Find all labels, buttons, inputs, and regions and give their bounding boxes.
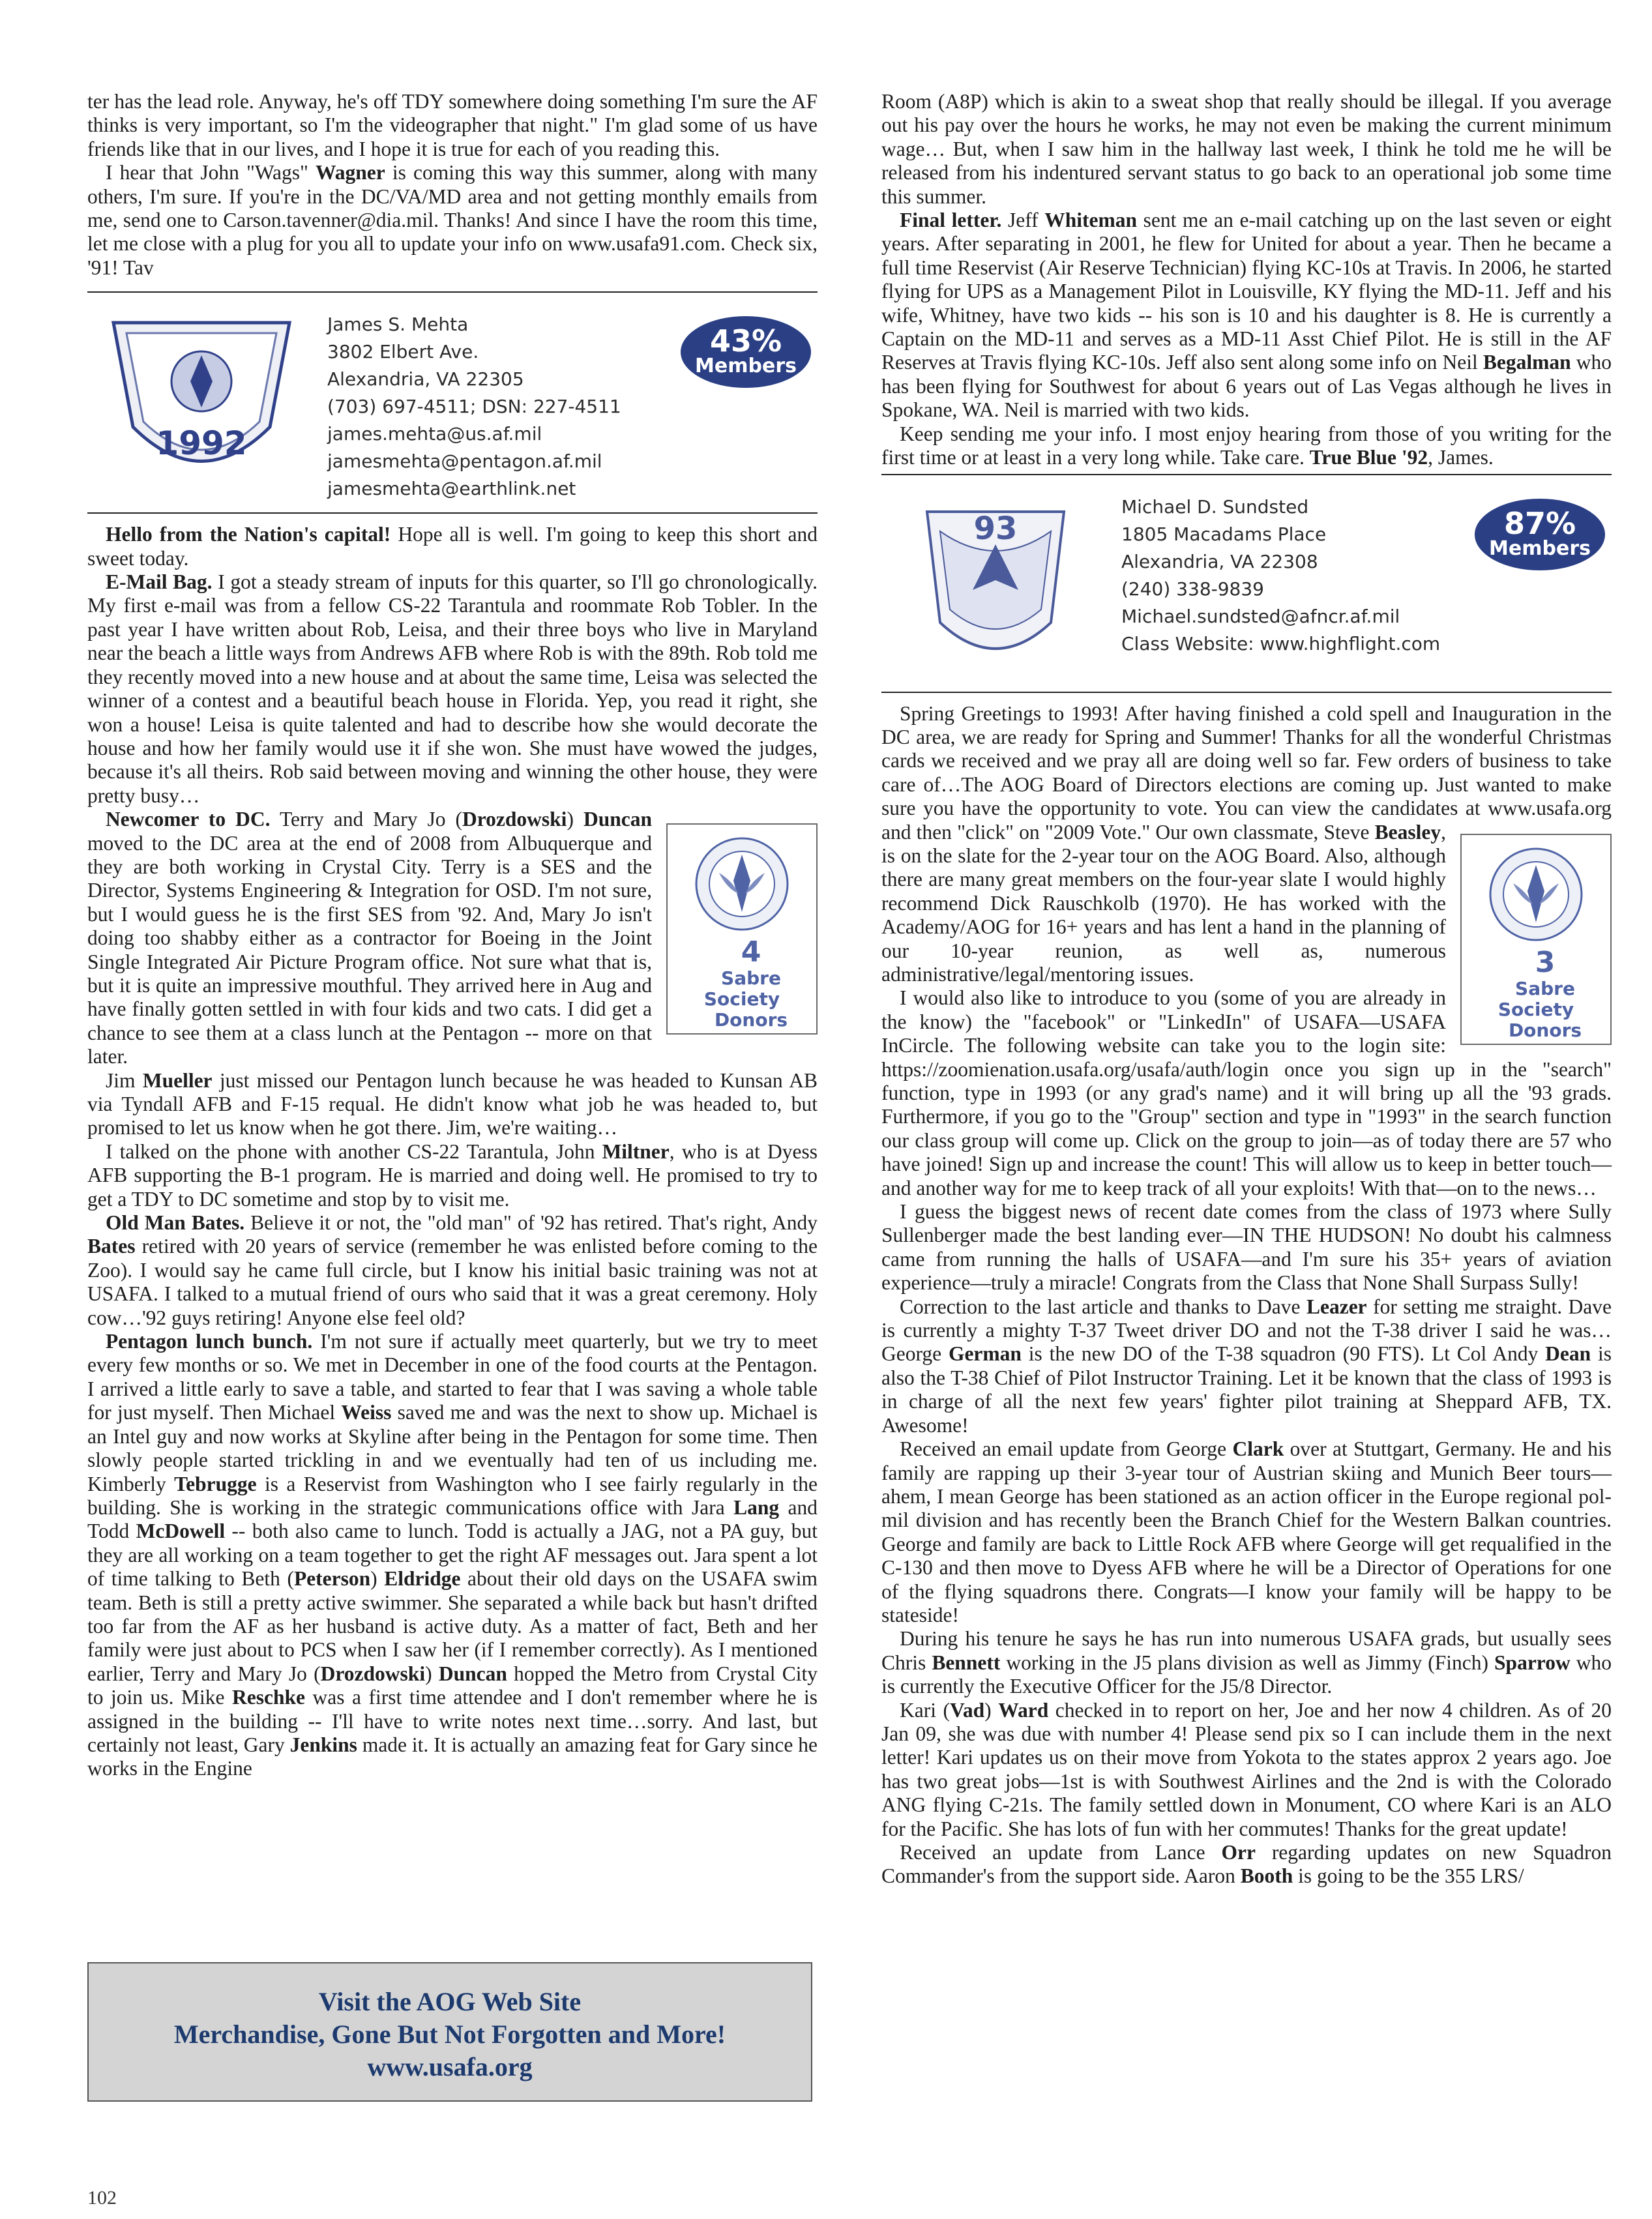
class-1993-header (881, 487, 1612, 683)
contact-name: James S. Mehta (327, 314, 469, 336)
orr-paragraph: Received an update from Lance Orr regarding updates on new Squadron Commander's from the support side. Aaron Booth is going to be the 355 LRS/ (881, 1841, 1612, 1888)
aog-website-ad (87, 1962, 812, 2102)
members-badge (1475, 499, 1605, 570)
ad-subtitle: Merchandise, Gone But Not Forgotten and More! (173, 2020, 726, 2049)
members-label: Members (695, 355, 797, 378)
left-column (87, 90, 818, 1781)
class-1992-header (87, 304, 818, 503)
svg-text:1992: 1992 (156, 424, 247, 463)
sabre-society-box (1460, 834, 1612, 1045)
class-1993-crest (901, 492, 1090, 678)
members-badge (681, 316, 811, 388)
sabre-society-box (666, 823, 818, 1035)
contact-website: Class Website: www.highflight.com (1121, 632, 1441, 654)
page-number: 102 (87, 2187, 117, 2209)
contact-email: Michael.sundsted@afncr.af.mil (1121, 605, 1400, 627)
miltner-paragraph: I talked on the phone with another CS-22 Tarantula, John Miltner, who is at Dyess AFB supporting the B-1 program. He is married and doing well. He promised to try to get a TDY to DC sometime and stop by to visit me. (87, 1139, 818, 1211)
intro-paragraph: ter has the lead role. Anyway, he's off TDY somewhere doing something I'm sure the AF thinks is very important, so I'm the videographer that night." I'm glad some of us have friends like that in our lives, and I hope it is true for each of you reading this. (87, 90, 818, 160)
sabre-society-seal-icon (1487, 845, 1585, 943)
wagner-paragraph: I hear that John "Wags" Wagner is coming this way this summer, along with many others, I'm sure. If you're in the DC/VA/MD area and not getting monthly emails from me, send one to Carson.tavenner@dia.mil. Thanks! And since I have the room this time, let me close with a plug for you all to update your info on www.usafa91.com. Check six, '91! Tav (87, 161, 818, 279)
svg-text:93: 93 (973, 510, 1018, 547)
contact-city: Alexandria, VA 22308 (1121, 550, 1318, 572)
members-percent: 87% (1503, 505, 1576, 541)
incircle-paragraph: I would also like to introduce to you (some of you are already in the know) the "facebook" or "LinkedIn" of USAFA—USAFA InCircle. The following website can take you to the login site: https://zoomienation.usafa.org/usafa/auth/login once you sign up in the "search" function, type in 1993 (or any grad's name) and it will bring up all the '93 grads. Furthermore, if you go to the "Group" section and type in "1993" in the search function our class group will come up. Click on the group to join—as of today there are 57 who have joined! Sign up and increase the count! This will allow us to keep in better touch—and another way for me to keep track of all your exploits! With that—on to the news… (881, 986, 1612, 1199)
clark-paragraph: Received an email update from George Clark over at Stuttgart, Germany. He and his family are rapping up their 3-year tour of Austrian skiing and Munich Beer tours—ahem, I mean George has been stationed as an action officer in the Europe regional pol-mil division and has recently been the Branch Chief for the Western Balkan countries. George and family are back to Little Rock AFB where George will get requalified in the C-130 and then move to Dyess AFB where he will be a Director of Operations for one of the flying squadrons there. Congrats—I know your family will be happy to be stateside! (881, 1437, 1612, 1626)
section-divider (87, 291, 818, 293)
sabre-label: Sabre Society (1497, 977, 1575, 1020)
contact-name: Michael D. Sundsted (1121, 495, 1309, 518)
sully-paragraph: I guess the biggest news of recent date comes from the class of 1973 where Sully Sullenberger made the best landing ever—IN THE HUDSON! No doubt his calmness came from running the halls of USAFA—and I'm sure his 35+ years of aviation experience—truly a miracle! Congrats from the Class that None Shall Surpass Sully! (881, 1200, 1612, 1295)
sabre-label: Donors (714, 1009, 788, 1031)
mueller-paragraph: Jim Mueller just missed our Pentagon lunch because he was headed to Kunsan AB via Tyndall AFB and F-15 requal. He didn't know what job he was headed to, but promised to let us know when he got there. Jim, we're waiting… (87, 1068, 818, 1139)
spring-paragraph: Spring Greetings to 1993! After having finished a cold spell and Inauguration in the DC area, we are ready for Spring and Summer! Thanks for all the wonderful Christmas cards we received and we pray all are doing well so far. Few orders of business to take care of…The AOG Board of Directors elections are coming up. Just wanted to make sure you have the opportunity to vote. You can view the candidates at www.usafa.org and then "click" on "2009 Vote." Our own classmate, Steve Beasley 3 Sabre Society Donors , is on the slate for the 2-year tour on the AOG Board. Also, although there are many great members on the four-year slate I would highly recommend Dick Rauschkolb (1970). He has worked with the Academy/AOG for 16+ years and has lent a hand in the planning of our 10-year reunion, as well as, numerous administrative/legal/mentoring issues. (881, 702, 1612, 987)
class-1992-contact (327, 311, 621, 503)
members-label: Members (1489, 536, 1591, 560)
contact-email: james.mehta@us.af.mil (327, 423, 542, 445)
members-percent: 43% (709, 323, 782, 359)
class-1993-contact (1121, 493, 1440, 658)
bates-paragraph: Old Man Bates. Believe it or not, the "old man" of '92 has retired. That's right, Andy Bates retired with 20 years of service (remember he was enlisted before coming to the Zoo). I would say he came full circle, but I know his initial basic training was not at USAFA. I talked to a mutual friend of ours who said that it was a great ceremony. Holy cow…'92 guys retiring! Anyone else feel old? (87, 1211, 818, 1329)
email-bag-paragraph: E-Mail Bag. I got a steady stream of inputs for this quarter, so I'll go chronologically. My first e-mail was from a fellow CS-22 Tarantula and roommate Rob Tobler. In the past year I have written about Rob, Leisa, and their three boys who live in Maryland near the beach a little ways from Andrews AFB where Rob is with the 89th. Rob told me they recently moved into a new house and at about the same time, Leisa was selected the winner of a contest and a beautiful beach house in Florida. Yep, you read it right, she won a house! Leisa is quite talented and had to describe how she would decorate the house and how her family would use it if she won. She must have wowed the judges, because it's all theirs. Rob said between moving and winning the other house, they were pretty busy… (87, 570, 818, 807)
section-divider (881, 474, 1612, 475)
sabre-label: Sabre Society (703, 967, 781, 1010)
room-paragraph: Room (A8P) which is akin to a sweat shop that really should be illegal. If you average out his pay over the hours he works, he may not even be making the current minimum wage… But, when I saw him in the hallway last week, I think he told me he will be released from his indentured servant status to go back to an operational job some time this summer. (881, 90, 1612, 208)
hello-paragraph: Hello from the Nation's capital! Hope all is well. I'm going to keep this short and sweet today. (87, 523, 818, 570)
tenure-paragraph: During his tenure he says he has run into numerous USAFA grads, but usually sees Chris Bennett working in the J5 plans division as well as Jimmy (Finch) Sparrow who is currently the Executive Officer for the J5/8 Director. (881, 1627, 1612, 1698)
contact-city: Alexandria, VA 22305 (327, 368, 524, 390)
class-1992-crest (107, 310, 296, 495)
final-letter-paragraph: Final letter. Jeff Whiteman sent me an e-mail catching up on the last seven or eight years. After separating in 2001, he flew for United for about a year. Then he became a full time Reservist (Air Reserve Technician) flying KC-10s at Travis. In 2006, he started flying for UPS as a Management Pilot in Louisville, KY flying the MD-11. Jeff and his wife, Whitney, have two kids -- his son is 10 and his daughter is 8. He is currently a Captain on the MD-11 and serves as a MD-11 Asst Chief Pilot. He is still in the AF Reserves at Travis flying KC-10s. Jeff also sent along some info on Neil Begalman who has been flying for Southwest for about 6 years out of Las Vegas although he lives in Spokane, WA. Neil is married with two kids. (881, 209, 1612, 422)
ad-title: Visit the AOG Web Site (318, 1987, 582, 2016)
contact-phone: (703) 697-4511; DSN: 227-4511 (327, 396, 621, 418)
contact-email: jamesmehta@pentagon.af.mil (327, 450, 602, 473)
contact-street: 3802 Elbert Ave. (327, 341, 479, 363)
pentagon-paragraph: Pentagon lunch bunch. I'm not sure if actually meet quarterly, but we try to meet every few months or so. We met in December in one of the food courts at the Pentagon. I arrived a little early to save a table, and started to fear that I was saving a whole table for just myself. Then Michael Weiss saved me and was the next to show up. Michael is an Intel guy and now works at Skyline after being in the Pentagon for some time. Then slowly people started trickling in and we eventually had ten of us including me. Kimberly Tebrugge is a Reservist from Washington who I see fairly regularly in the building. She is working in the strategic communications office with Jara Lang and Todd McDowell -- both also came to lunch. Todd is actually a JAG, not a PA guy, but they are all working on a team together to get the right AF messages out. Jara spent a lot of time talking to Beth (Peterson) Eldridge about their old days on the USAFA swim team. Beth is still a pretty active swimmer. She separated a while back but hasn't drifted too far from the AF as her husband is active duty. As a matter of fact, Beth and her family were just about to PCS when I saw her (if I remember correctly). As I mentioned earlier, Terry and Mary Jo (Drozdowski) Duncan hopped the Metro from Crystal City to join us. Mike Reschke was a first time attendee and I don't remember where he is assigned in the building -- I'll have to write notes next time…sorry. And last, but certainly not least, Gary Jenkins made it. It is actually an amazing feat for Gary since he works in the Engine (87, 1330, 818, 1780)
sabre-count: 4 (741, 935, 761, 969)
sabre-count: 3 (1535, 945, 1556, 979)
contact-street: 1805 Macadams Place (1121, 523, 1327, 545)
sabre-society-seal-icon (693, 835, 791, 933)
kari-paragraph: Kari (Vad) Ward checked in to report on her, Joe and her now 4 children. As of 20 Jan 09, she was due with number 4! Please send pix so I can include them in the next letter! Kari updates us on their move from Yokota to the states approx 2 years ago. Joe has two great jobs—1st is with Southwest Airlines and the 2nd is with the Colorado ANG flying C-21s. The family settled down in Monument, CO where Kari is an ALO for the Pacific. She has lots of fun with her commutes! Thanks for the great update! (881, 1698, 1612, 1840)
correction-paragraph: Correction to the last article and thanks to Dave Leazer for setting me straight. Dave is currently a mighty T-37 Tweet driver DO and not the T-38 driver I said he was…George German is the new DO of the T-38 squadron (90 FTS). Lt Col Andy Dean is also the T-38 Chief of Pilot Instructor Training. Let it be known that the class of 1993 is in charge of all the next few years' fighter pilot training at Sheppard AFB, TX. Awesome! (881, 1295, 1612, 1437)
contact-email: jamesmehta@earthlink.net (327, 478, 576, 500)
contact-phone: (240) 338-9839 (1121, 578, 1264, 600)
sabre-label: Donors (1508, 1019, 1582, 1041)
right-column (881, 90, 1612, 1888)
ad-url: www.usafa.org (367, 2052, 533, 2081)
closing-paragraph: Keep sending me your info. I most enjoy hearing from those of you writing for the first time or at least in a very long while. Take care. True Blue '92, James. (881, 422, 1612, 469)
newcomer-paragraph: Newcomer to DC. Terry and Mary Jo (Drozdowski) Duncan 4 Sabre Society Donors moved to the DC area at the end of 2008 from Albuquerque and they are both working in Crystal City. Terry is a SES and the Director, Systems Engineering & Integration for OSD. I'm not sure, but I would guess he is the first SES from '92. And, Mary Jo isn't doing too shabby either as a contractor for Boeing in the Joint Single Integrated Air Picture Program office. Not sure what that is, but it is quite an impressive mouthful. They arrived here in Aug and have finally gotten settled in with four kids and two cats. I did get a chance to see them at a class lunch at the Pentagon -- more on that later. (87, 808, 818, 1068)
